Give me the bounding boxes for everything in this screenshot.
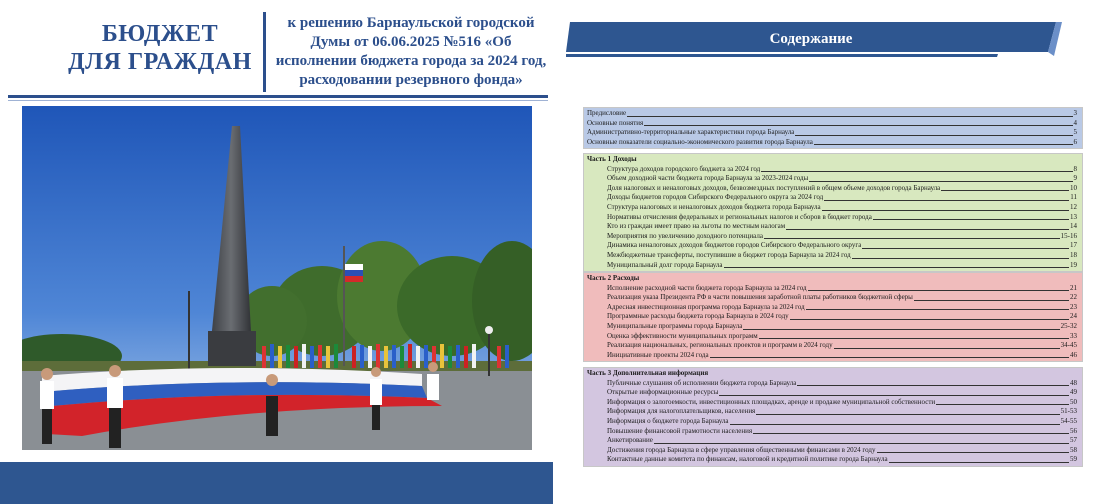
toc-entry[interactable]: Реализация указа Президента РФ в части повышения заработной платы работников бюджетной сферы 22 <box>607 293 1077 302</box>
footer-bar <box>0 462 553 504</box>
toc-entry[interactable]: Адресная инвестиционная программа города Барнаула за 2024 год 23 <box>607 302 1077 311</box>
toc-entry[interactable]: Анкетирование 57 <box>607 436 1077 445</box>
toc-entry[interactable]: Контактные данные комитета по финансам, налоговой и кредитной политике города Барнаула 59 <box>607 455 1077 464</box>
toc-entry[interactable]: Информация для налогоплательщиков, населения 51-53 <box>607 407 1077 416</box>
toc-title: Содержание <box>769 31 853 47</box>
toc-entry[interactable]: Основные показатели социально-экономического развития города Барнаула 6 <box>587 137 1077 146</box>
toc-entry[interactable]: Кто из граждан имеет право на льготы по местным налогам 14 <box>607 222 1077 231</box>
toc-entry[interactable]: Повышение финансовой грамотности населения 56 <box>607 426 1077 435</box>
toc-entry[interactable]: Муниципальный долг города Барнаула 19 <box>607 260 1077 269</box>
cover-brand-title <box>60 20 260 76</box>
toc-entry[interactable]: Программные расходы бюджета города Барнаула в 2024 году 24 <box>607 312 1077 321</box>
toc-intro-block <box>583 107 1083 149</box>
toc-entry[interactable]: Муниципальные программы города Барнаула 25-32 <box>607 321 1077 330</box>
header-divider <box>263 12 266 92</box>
toc-entry[interactable]: Оценка эффективности муниципальных программ 33 <box>607 331 1077 340</box>
cover-subtitle: к решению Барнаульской городской Думы от 06.06.2025 №516 «Об исполнении бюджета города за 2024 год, расходовании резервного фонда» <box>275 15 547 88</box>
toc-part1-title: Часть 1 Доходы <box>587 155 637 163</box>
cover-photo <box>22 106 532 450</box>
toc-entry[interactable]: Мероприятия по увеличению доходного потенциала 15-16 <box>607 231 1077 240</box>
toc-entry[interactable]: Объем доходной части бюджета города Барнаула за 2023-2024 годы 9 <box>607 174 1077 183</box>
header-rule-thin <box>8 100 548 101</box>
toc-entry[interactable]: Динамика неналоговых доходов бюджетов городов Сибирского Федерального округа 17 <box>607 241 1077 250</box>
toc-entry[interactable]: Доходы бюджетов городов Сибирского Федерального округа за 2024 год 11 <box>607 193 1077 202</box>
toc-part2-title: Часть 2 Расходы <box>587 274 640 282</box>
toc-entry[interactable]: Исполнение расходной части бюджета города Барнаула за 2024 год 21 <box>607 283 1077 292</box>
toc-entry[interactable]: Публичные слушания об исполнении бюджета города Барнаула 48 <box>607 378 1077 387</box>
brand-line-2: ДЛЯ ГРАЖДАН <box>68 49 252 75</box>
toc-entry[interactable]: Информация о бюджете города Барнаула 54-55 <box>607 416 1077 425</box>
brand-line-1: БЮДЖЕТ <box>101 21 219 47</box>
toc-part3-block <box>583 367 1083 467</box>
toc-entry[interactable]: Доля налоговых и неналоговых доходов, безвозмездных поступлений в общем объеме доходов города Барнаула 10 <box>607 183 1077 192</box>
toc-part3-title: Часть 3 Дополнительная информация <box>587 369 709 377</box>
toc-entry[interactable]: Инициативные проекты 2024 года 46 <box>607 350 1077 359</box>
toc-entry[interactable]: Административно-территориальные характеристики города Барнаула 5 <box>587 128 1077 137</box>
header-rule <box>8 95 548 98</box>
toc-entry[interactable]: Достижения города Барнаула в сфере управления общественными финансами в 2024 году 58 <box>607 445 1077 454</box>
toc-entry[interactable]: Реализация национальных, региональных проектов и программ в 2024 году 34-45 <box>607 341 1077 350</box>
toc-entry[interactable]: Структура налоговых и неналоговых доходов бюджета города Барнаула 12 <box>607 202 1077 211</box>
toc-entry[interactable]: Межбюджетные трансферты, поступившие в бюджет города Барнаула за 2024 год 18 <box>607 250 1077 259</box>
toc-entry[interactable]: Предисловие 3 <box>587 109 1077 117</box>
toc-entry[interactable]: Информация о залогоемкости, инвестиционных площадках, аренде и продаже муниципальной собственности 50 <box>607 397 1077 406</box>
toc-entry[interactable]: Нормативы отчисления федеральных и региональных налогов и сборов в бюджет города 13 <box>607 212 1077 221</box>
toc-entry[interactable]: Открытые информационные ресурсы 49 <box>607 388 1077 397</box>
toc-entry[interactable]: Основные понятия 4 <box>587 118 1077 127</box>
toc-part1-block <box>583 153 1083 272</box>
toc-part2-block <box>583 272 1083 362</box>
toc-entry[interactable]: Структура доходов городского бюджета за 2024 год 8 <box>607 164 1077 173</box>
